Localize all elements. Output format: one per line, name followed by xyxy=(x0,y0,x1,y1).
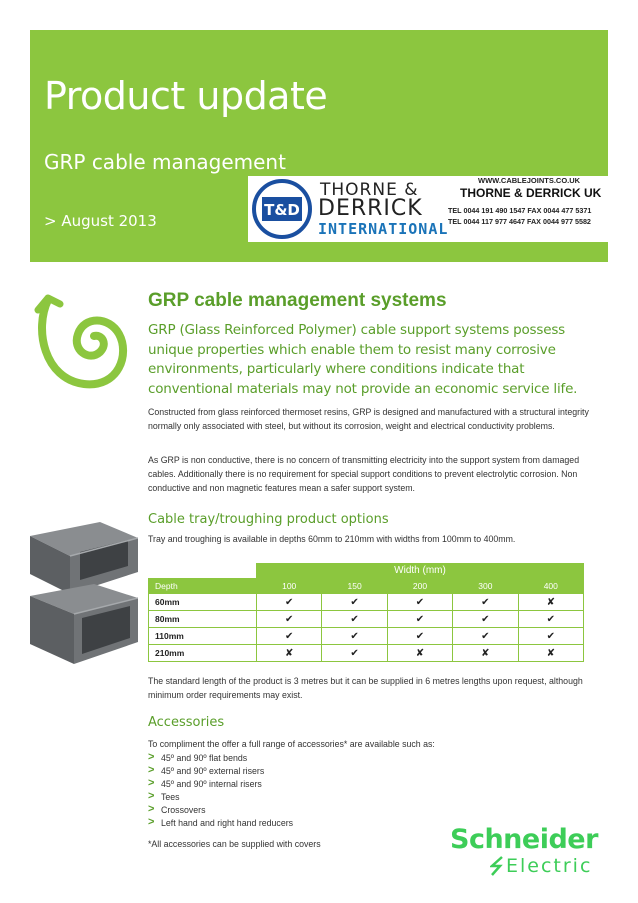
list-item xyxy=(148,752,293,765)
brand-subname: Electric xyxy=(506,855,593,877)
intro-paragraph: GRP (Glass Reinforced Polymer) cable support systems possess unique properties which enable them to resist many corrosive environments, particularly where conditions indicate that conventional materials may not provide an economic service life. xyxy=(148,322,578,397)
table-cell: ✔ xyxy=(453,594,518,611)
table-cell: ✔ xyxy=(518,611,583,628)
brand-name: Schneider xyxy=(450,824,598,855)
accessories-heading: Accessories xyxy=(148,715,225,730)
list-item xyxy=(148,791,293,804)
page-title: Product update xyxy=(44,74,328,118)
table-cell: ✔ xyxy=(257,611,322,628)
list-item xyxy=(148,778,293,791)
distributor-card xyxy=(248,176,608,242)
width-header: Width (mm) xyxy=(256,563,584,578)
table-cell: ✔ xyxy=(453,628,518,645)
column-header: Depth xyxy=(149,579,257,594)
accessories-list xyxy=(148,752,293,830)
page-subtitle: GRP cable management xyxy=(44,150,286,174)
column-header: 300 xyxy=(453,579,518,594)
table-header-row xyxy=(149,579,584,594)
table-cell: ✘ xyxy=(387,645,452,662)
distributor-phone-2: TEL 0044 117 977 4647 FAX 0044 977 5582 xyxy=(448,217,591,226)
table-cell: 80mm xyxy=(149,611,257,628)
product-options-table xyxy=(148,578,584,662)
chevron-right-icon: > xyxy=(148,803,155,815)
table-cell: 110mm xyxy=(149,628,257,645)
list-item-label: Crossovers xyxy=(161,805,206,815)
cable-trunking-image xyxy=(30,584,138,664)
table-cell: ✘ xyxy=(453,645,518,662)
table-row xyxy=(149,594,584,611)
table-row xyxy=(149,628,584,645)
publication-date: > August 2013 xyxy=(44,212,157,230)
tray-heading: Cable tray/troughing product options xyxy=(148,512,389,527)
accessories-footnote: *All accessories can be supplied with covers xyxy=(148,839,321,849)
distributor-name-line3: INTERNATIONAL xyxy=(318,220,449,238)
chevron-right-icon: > xyxy=(148,790,155,802)
table-cell: ✔ xyxy=(453,611,518,628)
table-cell: ✔ xyxy=(322,611,387,628)
table-cell: 60mm xyxy=(149,594,257,611)
table-cell: ✔ xyxy=(257,594,322,611)
distributor-name-line1: THORNE & xyxy=(320,180,419,200)
distributor-website[interactable]: WWW.CABLEJOINTS.CO.UK xyxy=(478,176,581,185)
table-cell: ✔ xyxy=(322,628,387,645)
table-cell: ✔ xyxy=(257,628,322,645)
table-cell: ✔ xyxy=(387,611,452,628)
column-header: 150 xyxy=(322,579,387,594)
table-cell: ✔ xyxy=(518,628,583,645)
list-item-label: Left hand and right hand reducers xyxy=(161,818,294,828)
list-item-label: Tees xyxy=(161,792,180,802)
table-cell: ✘ xyxy=(518,645,583,662)
list-item-label: 45º and 90º external risers xyxy=(161,766,265,776)
brand-mark-icon xyxy=(490,855,504,877)
body-paragraph-2: As GRP is non conductive, there is no concern of transmitting electricity into the support system from damaged cables. Additionally there is no requirement for special support conditions to prevent electrolytic corrosion. Non conductive and non magnetic features mean a safer support system. xyxy=(148,455,580,493)
table-cell: ✔ xyxy=(387,594,452,611)
column-header: 400 xyxy=(518,579,583,594)
chevron-right-icon: > xyxy=(148,777,155,789)
table-cell: ✔ xyxy=(387,628,452,645)
distributor-company: THORNE & DERRICK UK xyxy=(460,186,602,200)
svg-text:T&D: T&D xyxy=(264,201,300,219)
list-item-label: 45º and 90º internal risers xyxy=(161,779,262,789)
chevron-right-icon: > xyxy=(148,751,155,763)
table-row xyxy=(149,645,584,662)
chevron-right-icon: > xyxy=(148,764,155,776)
distributor-phone-1: TEL 0044 191 490 1547 FAX 0044 477 5371 xyxy=(448,206,592,215)
table-row xyxy=(149,611,584,628)
list-item xyxy=(148,804,293,817)
column-header: 200 xyxy=(387,579,452,594)
distributor-name-line2: DERRICK xyxy=(318,196,423,221)
td-logo-icon xyxy=(252,179,312,239)
list-item xyxy=(148,765,293,778)
body-paragraph-1: Constructed from glass reinforced thermoset resins, GRP is designed and manufactured with a structural integrity normally only associated with steel, but without its corrosion, weight and electrical conductivity problems. xyxy=(148,407,589,431)
table-cell: ✘ xyxy=(518,594,583,611)
tray-intro: Tray and troughing is available in depths 60mm to 210mm with widths from 100mm to 400mm. xyxy=(148,534,516,544)
accessories-intro: To compliment the offer a full range of accessories* are available such as: xyxy=(148,739,435,749)
spiral-arrow-icon xyxy=(34,284,134,396)
section-heading: GRP cable management systems xyxy=(148,290,447,311)
table-cell: ✔ xyxy=(322,594,387,611)
list-item xyxy=(148,817,293,830)
list-item-label: 45º and 90º flat bends xyxy=(161,753,248,763)
table-cell: ✘ xyxy=(257,645,322,662)
schneider-electric-logo xyxy=(446,824,610,884)
table-cell: 210mm xyxy=(149,645,257,662)
chevron-right-icon: > xyxy=(148,816,155,828)
table-cell: ✔ xyxy=(322,645,387,662)
column-header: 100 xyxy=(257,579,322,594)
length-note: The standard length of the product is 3 metres but it can be supplied in 6 metres lengths upon request, although minimum order requirements may exist. xyxy=(148,676,583,700)
